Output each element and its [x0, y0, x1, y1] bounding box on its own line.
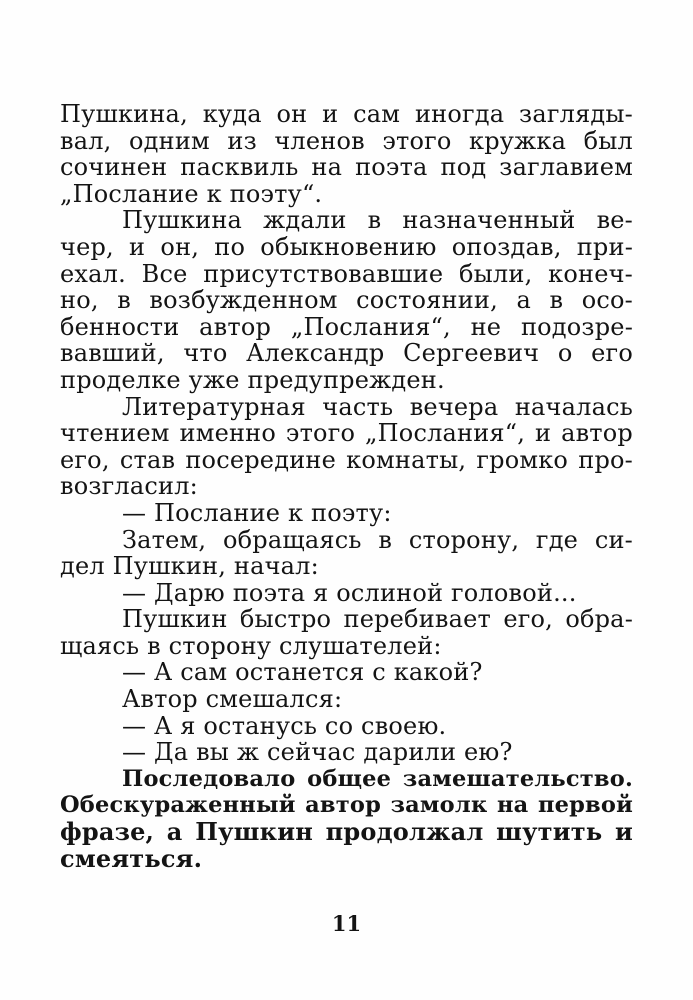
- text-line: Автор смешался:: [122, 685, 343, 714]
- text-line: Пушкин быстро перебивает его, обра-: [122, 605, 633, 634]
- text-line: проделке уже предупрежден.: [60, 365, 445, 394]
- text-line: его, став посередине комнаты, громко про-: [60, 445, 633, 474]
- body-text: [60, 101, 633, 872]
- text-line: вавший, что Александр Сергеевич о его: [60, 339, 633, 368]
- text-line: сочинен пасквиль на поэта под заглавием: [60, 153, 633, 182]
- text-line: — Дарю поэта я ослиной головой...: [122, 578, 577, 607]
- text-line: — Да вы ж сейчас дарили ею?: [122, 738, 513, 767]
- text-line: Пушкина, куда он и сам иногда загляды-: [60, 100, 633, 128]
- text-line: Затем, обращаясь в сторону, где си-: [122, 525, 633, 554]
- text-line: Литературная часть вечера началась: [122, 392, 633, 421]
- text-line: Последовало общее замешательство.: [122, 765, 633, 792]
- text-line: но, в возбужденном состоянии, а в осо-: [60, 286, 633, 315]
- text-line: Обескураженный автор замолк на первой: [60, 792, 633, 819]
- text-line: — А сам останется с какой?: [122, 658, 483, 687]
- text-line: — А я останусь со своею.: [122, 711, 447, 740]
- text-line: смеяться.: [60, 843, 203, 873]
- text-line: вал, одним из членов этого кружка был: [60, 126, 633, 155]
- text-line: Пушкина ждали в назначенный ве-: [122, 206, 633, 235]
- text-line: чтением именно этого „Послания“, и автор: [60, 419, 633, 448]
- text-line: — Послание к поэту:: [122, 498, 392, 527]
- text-line: чер, и он, по обыкновению опоздав, при-: [60, 232, 633, 261]
- text-line: дел Пушкин, начал:: [60, 552, 319, 581]
- page-number: 11: [331, 911, 362, 936]
- text-line: возгласил:: [60, 472, 198, 501]
- text-line: фразе, а Пушкин продолжал шутить и: [60, 817, 633, 847]
- text-line: щаясь в сторону слушателей:: [60, 631, 442, 660]
- text-line: бенности автор „Послания“, не подозре-: [60, 312, 633, 341]
- text-line: „Послание к поэту“.: [60, 179, 323, 208]
- text-line: ехал. Все присутствовавшие были, конеч-: [60, 259, 633, 288]
